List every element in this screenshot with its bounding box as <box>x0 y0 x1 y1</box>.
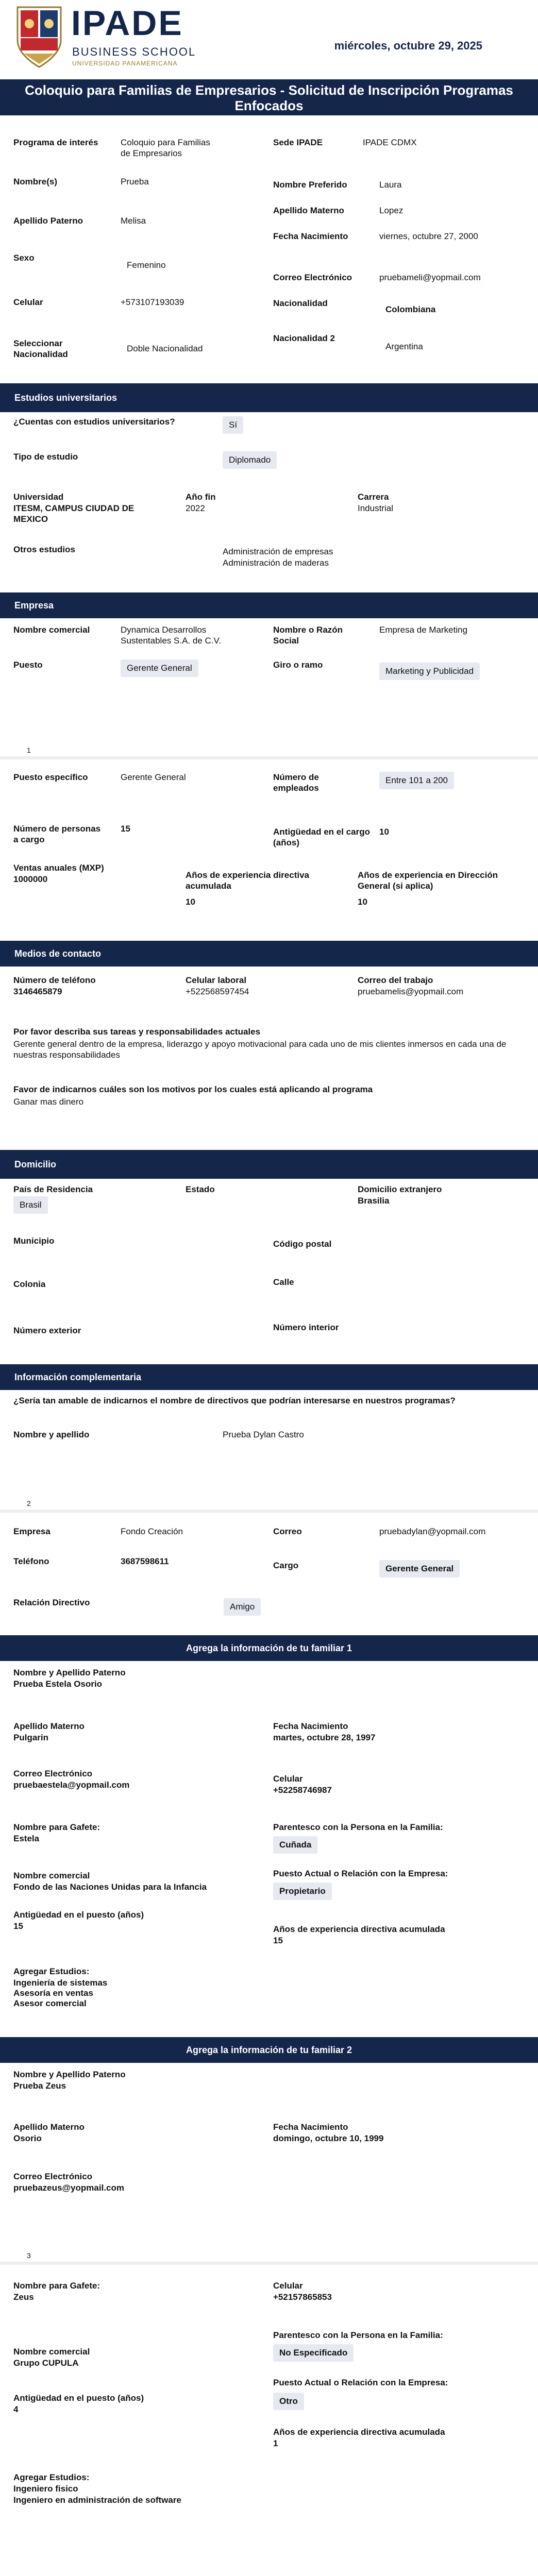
empresa-especifico-label: Puesto específico <box>13 772 88 782</box>
domicilio-colonia-label: Colonia <box>13 1279 46 1289</box>
section-familiar-2: Agrega la información de tu familiar 2 <box>0 2037 538 2063</box>
familiar2-puesto-label: Puesto Actual o Relación con la Empresa: <box>273 2378 448 2387</box>
domicilio-calle-label: Calle <box>273 1277 294 1287</box>
familiar1-estudios-3: Asesor comercial <box>13 1998 87 2008</box>
otros-estudios-2: Administración de maderas <box>223 558 329 568</box>
familiar2-nombre-label: Nombre y Apellido Paterno <box>13 2070 126 2079</box>
familiar1-nac-value: martes, octubre 28, 1997 <box>273 1733 376 1742</box>
empresa-especifico-value: Gerente General <box>121 772 186 782</box>
contacto-resp-value: Gerente general dentro de la empresa, liderazgo y apoyo motivacional para cada uno de mis clientes inmersos en cada una de nuestras responsabilidades <box>13 1039 507 1060</box>
familiar1-puesto-chip: Propietario <box>273 1883 332 1900</box>
empresa-comercial-value: Dynamica Desarrollos Sustentables S.A. de C.V. <box>121 625 221 646</box>
estudios-tipo-label: Tipo de estudio <box>13 452 78 462</box>
familiar1-comercial-value: Fondo de las Naciones Unidas para la Infancia <box>13 1882 207 1892</box>
empresa-ventas-label: Ventas anuales (MXP) <box>13 863 104 873</box>
contacto-resp-label: Por favor describa sus tareas y responsabilidades actuales <box>13 1027 261 1037</box>
estudios-tipo-chip: Diplomado <box>223 451 277 469</box>
familiar1-nombre-value: Prueba Estela Osorio <box>13 1679 102 1689</box>
page-number-3: 3 <box>27 2251 31 2260</box>
materno-value: Lopez <box>379 206 404 215</box>
page-title: Coloquio para Familias de Empresarios - Solicitud de Inscripción Programas Enfocados <box>0 79 538 115</box>
familiar2-materno-value: Osorio <box>13 2133 42 2143</box>
anio-value: 2022 <box>186 503 205 513</box>
familiar1-estudios-1: Ingeniería de sistemas <box>13 1978 108 1988</box>
familiar1-comercial-label: Nombre comercial <box>13 1871 90 1880</box>
empresa-dg-value: 10 <box>358 897 367 907</box>
familiar2-puesto-chip: Otro <box>273 2393 304 2410</box>
complementaria-cargo-chip: Gerente General <box>379 1560 460 1578</box>
familiar2-materno-label: Apellido Materno <box>13 2122 85 2132</box>
domicilio-pais-chip: Brasil <box>13 1196 48 1214</box>
familiar2-celular-value: +52157865853 <box>273 2292 332 2302</box>
nacionalidad-label: Nacionalidad <box>273 298 328 308</box>
nacimiento-label: Fecha Nacimiento <box>273 231 348 241</box>
universidad-label: Universidad <box>13 492 64 502</box>
page-break-2 <box>0 1510 538 1513</box>
page-break-3 <box>0 2262 538 2265</box>
nacionalidad2-value: Argentina <box>385 342 423 351</box>
empresa-ventas-value: 1000000 <box>13 874 48 884</box>
ipade-crest-icon <box>13 4 65 70</box>
carrera-value: Industrial <box>358 503 393 513</box>
nacimiento-value: viernes, octubre 27, 2000 <box>379 231 478 241</box>
familiar1-estudios-label: Agregar Estudios: <box>13 1967 90 1976</box>
familiar2-nombre-value: Prueba Zeus <box>13 2081 66 2091</box>
estudios-cuenta-label: ¿Cuentas con estudios universitarios? <box>13 417 175 427</box>
complementaria-telefono-label: Teléfono <box>13 1556 49 1566</box>
document-date: miércoles, octubre 29, 2025 <box>334 39 482 52</box>
contacto-tel-value: 3146465879 <box>13 987 62 996</box>
programa-value: Coloquio para Familias de Empresarios <box>121 138 210 158</box>
sexo-label: Sexo <box>13 253 35 263</box>
familiar2-comercial-value: Grupo CUPULA <box>13 2358 79 2368</box>
carrera-label: Carrera <box>358 492 389 502</box>
otros-estudios-label: Otros estudios <box>13 545 75 554</box>
familiar2-dir-label: Años de experiencia directiva acumulada <box>273 2427 445 2437</box>
familiar2-estudios-label: Agregar Estudios: <box>13 2472 90 2482</box>
complementaria-correo-value: pruebadylan@yopmail.com <box>379 1527 486 1536</box>
page-number-1: 1 <box>27 746 31 754</box>
contacto-motivo-label: Favor de indicarnos cuáles son los motivos por los cuales está aplicando al programa <box>13 1084 373 1094</box>
familiar2-correo-label: Correo Electrónico <box>13 2172 93 2181</box>
familiar1-nac-label: Fecha Nacimiento <box>273 1721 348 1731</box>
familiar2-nac-value: domingo, octubre 10, 1999 <box>273 2133 384 2143</box>
complementaria-telefono-value: 3687598611 <box>121 1556 169 1566</box>
logo-business-school: BUSINESS SCHOOL <box>72 45 196 58</box>
empresa-puesto-label: Puesto <box>13 660 43 670</box>
familiar2-parentesco-chip: No Especificado <box>273 2344 354 2362</box>
section-familiar-1: Agrega la información de tu familiar 1 <box>0 1635 538 1661</box>
celular-label: Celular <box>13 297 43 307</box>
familiar1-correo-value: pruebaestela@yopmail.com <box>13 1780 130 1790</box>
domicilio-municipio-label: Municipio <box>13 1236 55 1246</box>
preferido-label: Nombre Preferido <box>273 180 347 190</box>
nombres-value: Prueba <box>121 177 149 187</box>
familiar2-correo-value: pruebazeus@yopmail.com <box>13 2183 124 2193</box>
nacionalidad-value: Colombiana <box>385 304 436 314</box>
familiar2-comercial-label: Nombre comercial <box>13 2347 90 2357</box>
familiar1-estudios-2: Asesoría en ventas <box>13 1988 93 1998</box>
familiar2-estudios-1: Ingeniero fisico <box>13 2484 78 2494</box>
section-empresa: Empresa <box>0 592 538 618</box>
contacto-mail-value: pruebamelis@yopmail.com <box>358 987 464 996</box>
familiar1-materno-label: Apellido Materno <box>13 1721 85 1731</box>
logo-ipade-text: IPADE <box>71 4 183 43</box>
empresa-empleados-chip: Entre 101 a 200 <box>379 772 454 789</box>
sede-label: Sede IPADE <box>273 138 323 147</box>
domicilio-extranjero-label: Domicilio extranjero <box>358 1184 442 1194</box>
familiar1-gafete-value: Estela <box>13 1834 40 1843</box>
empresa-dir-label: Años de experiencia directiva acumulada <box>186 870 309 891</box>
sel-nacionalidad-label: Seleccionar Nacionalidad <box>13 338 68 359</box>
familiar1-materno-value: Pulgarin <box>13 1733 49 1742</box>
domicilio-pais-label: País de Residencia <box>13 1184 93 1194</box>
contacto-cel-value: +522568597454 <box>186 987 249 996</box>
programa-label: Programa de interés <box>13 138 98 147</box>
domicilio-interior-label: Número interior <box>273 1323 339 1332</box>
nacionalidad2-label: Nacionalidad 2 <box>273 333 335 343</box>
empresa-razon-label: Nombre o Razón Social <box>273 625 343 646</box>
empresa-empleados-label: Número de empleados <box>273 772 319 793</box>
familiar1-dir-value: 15 <box>273 1936 283 1945</box>
sexo-value: Femenino <box>127 260 166 270</box>
section-contacto: Medios de contacto <box>0 941 538 967</box>
sel-nacionalidad-value: Doble Nacionalidad <box>127 344 203 353</box>
domicilio-estado-label: Estado <box>186 1184 215 1194</box>
familiar2-antig-label: Antigüedad en el puesto (años) <box>13 2393 144 2403</box>
complementaria-cargo-label: Cargo <box>273 1561 299 1570</box>
empresa-dg-label: Años de experiencia en Dirección General (si aplica) <box>358 870 498 891</box>
empresa-puesto-chip: Gerente General <box>121 659 198 677</box>
familiar1-antig-value: 15 <box>13 1921 23 1931</box>
familiar1-gafete-label: Nombre para Gafete: <box>13 1822 100 1832</box>
anio-label: Año fin <box>186 492 216 502</box>
page-break-1 <box>0 756 538 759</box>
empresa-dir-value: 10 <box>186 897 195 907</box>
familiar1-parentesco-label: Parentesco con la Persona en la Familia: <box>273 1822 443 1832</box>
familiar2-parentesco-label: Parentesco con la Persona en la Familia: <box>273 2330 443 2340</box>
estudios-cuenta-chip: Sí <box>223 416 243 434</box>
familiar2-gafete-value: Zeus <box>13 2292 34 2302</box>
empresa-cargo-label: Número de personas a cargo <box>13 824 101 844</box>
sede-value: IPADE CDMX <box>363 138 417 147</box>
paterno-value: Melisa <box>121 216 146 226</box>
familiar1-parentesco-chip: Cuñada <box>273 1836 317 1854</box>
contacto-motivo-value: Ganar mas dinero <box>13 1097 84 1107</box>
celular-value: +573107193039 <box>121 297 184 307</box>
complementaria-correo-label: Correo <box>273 1527 302 1536</box>
familiar2-estudios-2: Ingeniero en administración de software <box>13 2495 181 2505</box>
familiar1-nombre-label: Nombre y Apellido Paterno <box>13 1668 126 1677</box>
contacto-cel-label: Celular laboral <box>186 975 247 985</box>
empresa-giro-label: Giro o ramo <box>273 660 323 670</box>
familiar1-correo-label: Correo Electrónico <box>13 1769 93 1778</box>
otros-estudios-1: Administración de empresas <box>223 547 333 556</box>
nombres-label: Nombre(s) <box>13 177 58 187</box>
complementaria-nombre-value: Prueba Dylan Castro <box>223 1430 304 1439</box>
familiar1-celular-value: +52258746987 <box>273 1785 332 1795</box>
complementaria-empresa-label: Empresa <box>13 1527 51 1536</box>
familiar1-antig-label: Antigüedad en el puesto (años) <box>13 1910 144 1920</box>
familiar1-dir-label: Años de experiencia directiva acumulada <box>273 1924 445 1934</box>
empresa-comercial-label: Nombre comercial <box>13 625 90 635</box>
complementaria-relacion-chip: Amigo <box>224 1598 261 1616</box>
complementaria-relacion-label: Relación Directivo <box>13 1598 90 1607</box>
contacto-mail-label: Correo del trabajo <box>358 975 433 985</box>
complementaria-nombre-label: Nombre y apellido <box>13 1430 90 1439</box>
empresa-cargo-value: 15 <box>121 824 130 834</box>
familiar1-puesto-label: Puesto Actual o Relación con la Empresa: <box>273 1869 448 1878</box>
logo-universidad: UNIVERSIDAD PANAMERICANA <box>72 60 178 67</box>
complementaria-empresa-value: Fondo Creación <box>121 1527 183 1536</box>
section-estudios: Estudios universitarios <box>0 383 538 412</box>
familiar1-celular-label: Celular <box>273 1774 303 1784</box>
familiar2-nac-label: Fecha Nacimiento <box>273 2122 348 2132</box>
contacto-tel-label: Número de teléfono <box>13 975 96 985</box>
section-domicilio: Domicilio <box>0 1150 538 1179</box>
ipade-logo <box>13 4 209 71</box>
section-complementaria: Información complementaria <box>0 1364 538 1390</box>
domicilio-exterior-label: Número exterior <box>13 1326 81 1335</box>
correo-value: pruebameli@yopmail.com <box>379 273 481 282</box>
familiar2-celular-label: Celular <box>273 2281 303 2291</box>
empresa-antig-label: Antigüedad en el cargo (años) <box>273 827 370 848</box>
domicilio-cp-label: Código postal <box>273 1239 332 1249</box>
empresa-antig-value: 10 <box>379 827 389 837</box>
page-number-2: 2 <box>27 1499 31 1507</box>
familiar2-antig-value: 4 <box>13 2404 19 2414</box>
empresa-razon-value: Empresa de Marketing <box>379 625 468 635</box>
familiar2-gafete-label: Nombre para Gafete: <box>13 2281 100 2291</box>
familiar2-dir-value: 1 <box>273 2438 278 2448</box>
materno-label: Apellido Materno <box>273 206 344 215</box>
empresa-giro-chip: Marketing y Publicidad <box>379 663 480 680</box>
preferido-value: Laura <box>379 180 402 190</box>
domicilio-extranjero-value: Brasilia <box>358 1196 390 1206</box>
complementaria-pregunta: ¿Sería tan amable de indicarnos el nombre de directivos que podrían interesarse en nuestros programas? <box>13 1396 456 1405</box>
correo-label: Correo Electrónico <box>273 273 352 282</box>
paterno-label: Apellido Paterno <box>13 216 83 226</box>
universidad-value: ITESM, CAMPUS CIUDAD DE MEXICO <box>13 503 134 524</box>
